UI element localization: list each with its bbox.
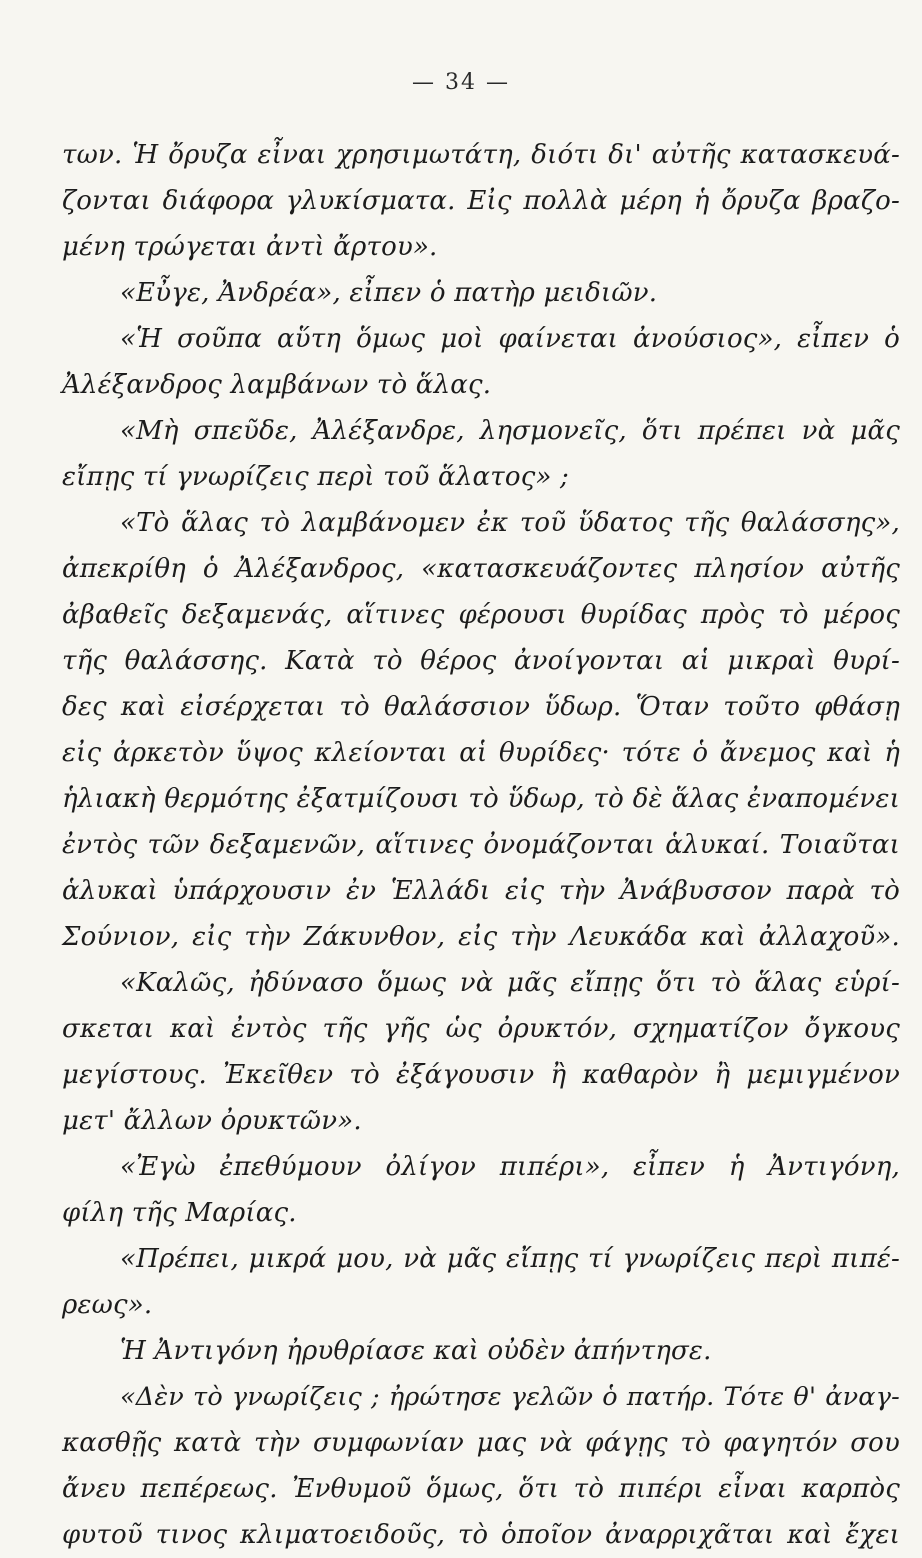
text-line: δες καὶ εἰσέρχεται τὸ θαλάσσιον ὕδωρ. Ὅταν τοῦτο φθάσῃ bbox=[62, 692, 900, 722]
text-line: ἄνευ πεπέρεως. Ἐνθυμοῦ ὅμως, ὅτι τὸ πιπέρι εἶναι καρπὸς bbox=[62, 1474, 900, 1504]
text-line: «Καλῶς, ἠδύνασο ὅμως νὰ μᾶς εἴπῃς ὅτι τὸ ἅλας εὑρί- bbox=[120, 968, 900, 998]
text-line: «Εὖγε, Ἀνδρέα», εἶπεν ὁ πατὴρ μειδιῶν. bbox=[120, 278, 658, 308]
page-number: — 34 — bbox=[412, 70, 510, 95]
text-line: εἴπῃς τί γνωρίζεις περὶ τοῦ ἅλατος» ; bbox=[62, 462, 569, 492]
text-line: «Τὸ ἅλας τὸ λαμβάνομεν ἐκ τοῦ ὕδατος τῆς θαλάσσης», bbox=[120, 508, 900, 538]
text-line: «Δὲν τὸ γνωρίζεις ; ἠρώτησε γελῶν ὁ πατήρ. Τότε θ' ἀναγ- bbox=[120, 1382, 900, 1412]
text-body bbox=[62, 132, 900, 1558]
text-line: «Ἐγὼ ἐπεθύμουν ὀλίγον πιπέρι», εἶπεν ἡ Ἀντιγόνη, bbox=[120, 1152, 900, 1182]
text-line: φίλη τῆς Μαρίας. bbox=[62, 1198, 297, 1228]
text-line: «Ἡ σοῦπα αὕτη ὅμως μοὶ φαίνεται ἀνούσιος», εἶπεν ὁ bbox=[120, 324, 900, 354]
text-line: ἀβαθεῖς δεξαμενάς, αἵτινες φέρουσι θυρίδας πρὸς τὸ μέρος bbox=[62, 600, 900, 630]
text-line: μένη τρώγεται ἀντὶ ἄρτου». bbox=[62, 232, 438, 262]
text-line: των. Ἡ ὄρυζα εἶναι χρησιμωτάτη, διότι δι' αὐτῆς κατασκευά- bbox=[62, 140, 900, 170]
text-line: τῆς θαλάσσης. Κατὰ τὸ θέρος ἀνοίγονται αἱ μικραὶ θυρί- bbox=[62, 646, 900, 676]
text-line: μετ' ἄλλων ὀρυκτῶν». bbox=[62, 1106, 362, 1136]
text-line: ρεως». bbox=[62, 1290, 153, 1320]
text-line: «Πρέπει, μικρά μου, νὰ μᾶς εἴπῃς τί γνωρίζεις περὶ πιπέ- bbox=[120, 1244, 900, 1274]
text-line: φυτοῦ τινος κλιματοειδοῦς, τὸ ὁποῖον ἀναρριχᾶται καὶ ἔχει bbox=[62, 1520, 900, 1550]
text-line: Ἀλέξανδρος λαμβάνων τὸ ἅλας. bbox=[62, 370, 492, 400]
text-line: ἀπεκρίθη ὁ Ἀλέξανδρος, «κατασκευάζοντες πλησίον αὐτῆς bbox=[62, 554, 900, 584]
text-line: Σούνιον, εἰς τὴν Ζάκυνθον, εἰς τὴν Λευκάδα καὶ ἀλλαχοῦ». bbox=[62, 922, 900, 952]
text-line: Ἡ Ἀντιγόνη ἠρυθρίασε καὶ οὐδὲν ἀπήντησε. bbox=[120, 1336, 712, 1366]
text-line: μεγίστους. Ἐκεῖθεν τὸ ἐξάγουσιν ἢ καθαρὸν ἢ μεμιγμένον bbox=[62, 1060, 900, 1090]
text-line: ζονται διάφορα γλυκίσματα. Εἰς πολλὰ μέρη ἡ ὄρυζα βραζο- bbox=[62, 186, 900, 216]
text-line: εἰς ἀρκετὸν ὕψος κλείονται αἱ θυρίδες· τότε ὁ ἄνεμος καὶ ἡ bbox=[62, 738, 900, 768]
text-line: σκεται καὶ ἐντὸς τῆς γῆς ὡς ὀρυκτόν, σχηματίζον ὄγκους bbox=[62, 1014, 900, 1044]
text-line: ἁλυκαὶ ὑπάρχουσιν ἐν Ἑλλάδι εἰς τὴν Ἀνάβυσσον παρὰ τὸ bbox=[62, 876, 900, 906]
text-line: κασθῇς κατὰ τὴν συμφωνίαν μας νὰ φάγῃς τὸ φαγητόν σου bbox=[62, 1428, 900, 1458]
text-line: «Μὴ σπεῦδε, Ἀλέξανδρε, λησμονεῖς, ὅτι πρέπει νὰ μᾶς bbox=[120, 416, 900, 446]
text-line: ἐντὸς τῶν δεξαμενῶν, αἵτινες ὀνομάζονται ἁλυκαί. Τοιαῦται bbox=[62, 830, 900, 860]
text-line: ἡλιακὴ θερμότης ἐξατμίζουσι τὸ ὕδωρ, τὸ δὲ ἅλας ἐναπομένει bbox=[62, 784, 900, 814]
